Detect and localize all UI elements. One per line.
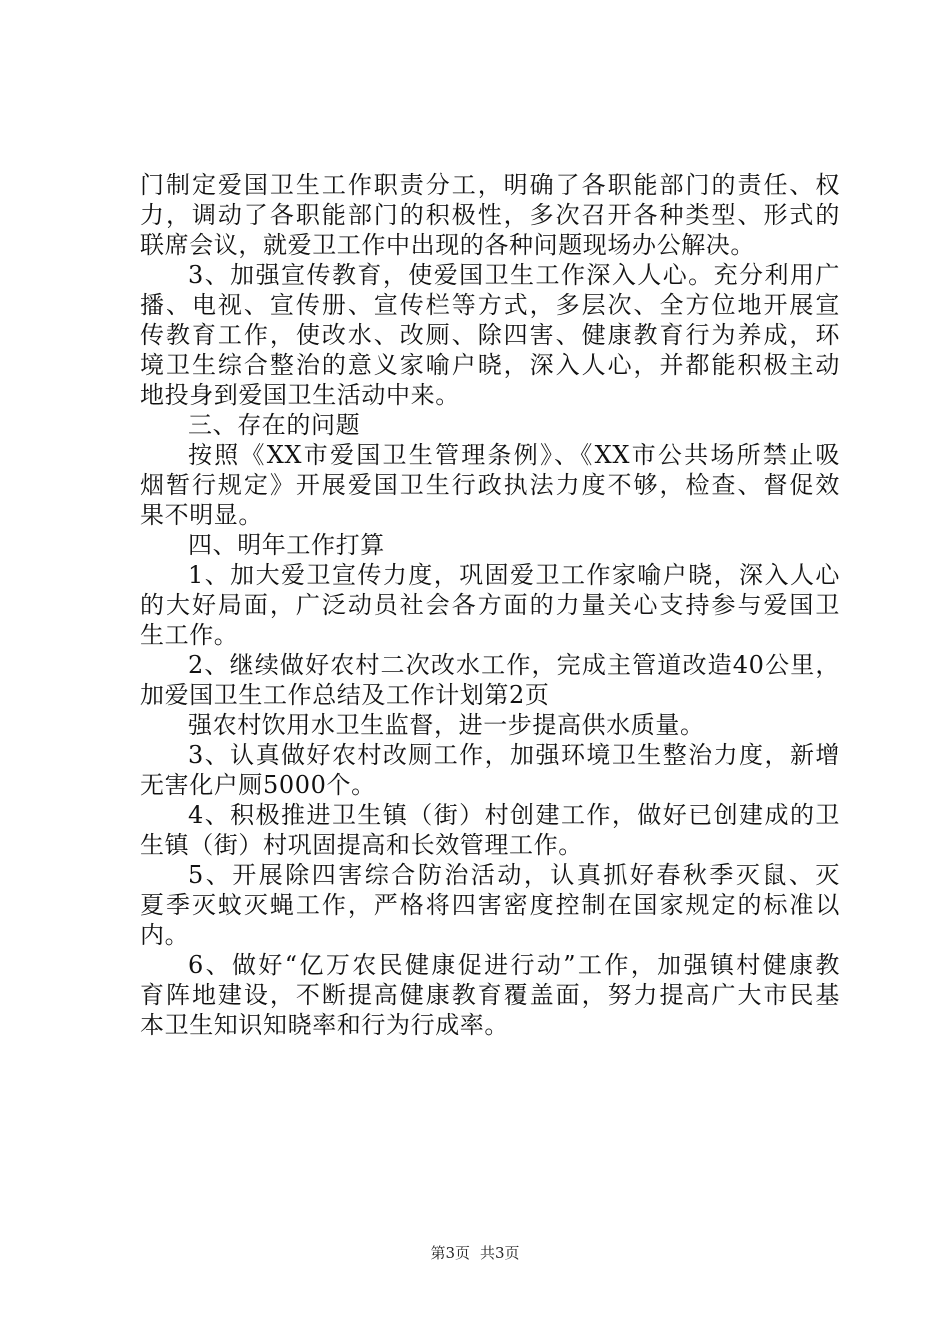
text-line: 力，调动了各职能部门的积极性，多次召开各种类型、形式的 bbox=[140, 201, 840, 229]
text-line: 传教育工作，使改水、改厕、除四害、健康教育行为养成，环 bbox=[140, 321, 840, 349]
text-line: 生工作。 bbox=[140, 621, 239, 649]
section-heading: 三、存在的问题 bbox=[188, 411, 361, 439]
text-line: 门制定爱国卫生工作职责分工，明确了各职能部门的责任、权 bbox=[140, 171, 840, 199]
text-line: 2、继续做好农村二次改水工作，完成主管道改造40公里， bbox=[188, 651, 840, 679]
text-line: 地投身到爱国卫生活动中来。 bbox=[140, 381, 460, 409]
page-total: 共3页 bbox=[480, 1244, 520, 1262]
text-line: 联席会议，就爱卫工作中出现的各种问题现场办公解决。 bbox=[140, 231, 755, 259]
text-line: 无害化户厕5000个。 bbox=[140, 771, 376, 799]
text-line: 4、积极推进卫生镇（街）村创建工作，做好已创建成的卫 bbox=[188, 801, 840, 829]
text-line: 育阵地建设，不断提高健康教育覆盖面，努力提高广大市民基 bbox=[140, 981, 840, 1009]
text-line: 本卫生知识知晓率和行为行成率。 bbox=[140, 1011, 509, 1039]
text-line: 境卫生综合整治的意义家喻户晓，深入人心，并都能积极主动 bbox=[140, 351, 840, 379]
section-heading: 四、明年工作打算 bbox=[188, 531, 385, 559]
text-line: 内。 bbox=[140, 921, 190, 949]
text-line: 播、电视、宣传册、宣传栏等方式，多层次、全方位地开展宣 bbox=[140, 291, 840, 319]
text-line: 5、开展除四害综合防治活动，认真抓好春秋季灭鼠、灭 bbox=[188, 861, 840, 889]
text-line: 按照《XX市爱国卫生管理条例》、《XX市公共场所禁止吸 bbox=[188, 441, 840, 469]
text-line: 1、加大爱卫宣传力度，巩固爱卫工作家喻户晓，深入人心 bbox=[188, 561, 840, 589]
document-body bbox=[140, 170, 840, 1040]
text-line: 3、加强宣传教育，使爱国卫生工作深入人心。充分利用广 bbox=[188, 261, 840, 289]
page-footer bbox=[0, 1243, 950, 1263]
text-line: 果不明显。 bbox=[140, 501, 263, 529]
text-line: 的大好局面，广泛动员社会各方面的力量关心支持参与爱国卫 bbox=[140, 591, 840, 619]
text-line: 夏季灭蚊灭蝇工作，严格将四害密度控制在国家规定的标准以 bbox=[140, 891, 840, 919]
page-number: 第3页 bbox=[430, 1244, 470, 1262]
text-line: 生镇（街）村巩固提高和长效管理工作。 bbox=[140, 831, 583, 859]
text-line: 强农村饮用水卫生监督，进一步提高供水质量。 bbox=[188, 711, 705, 739]
text-line: 3、认真做好农村改厕工作，加强环境卫生整治力度，新增 bbox=[188, 741, 840, 769]
text-line: 烟暂行规定》开展爱国卫生行政执法力度不够，检查、督促效 bbox=[140, 471, 840, 499]
text-line: 加爱国卫生工作总结及工作计划第2页 bbox=[140, 681, 550, 709]
text-line: 6、做好“亿万农民健康促进行动”工作，加强镇村健康教 bbox=[188, 951, 840, 979]
